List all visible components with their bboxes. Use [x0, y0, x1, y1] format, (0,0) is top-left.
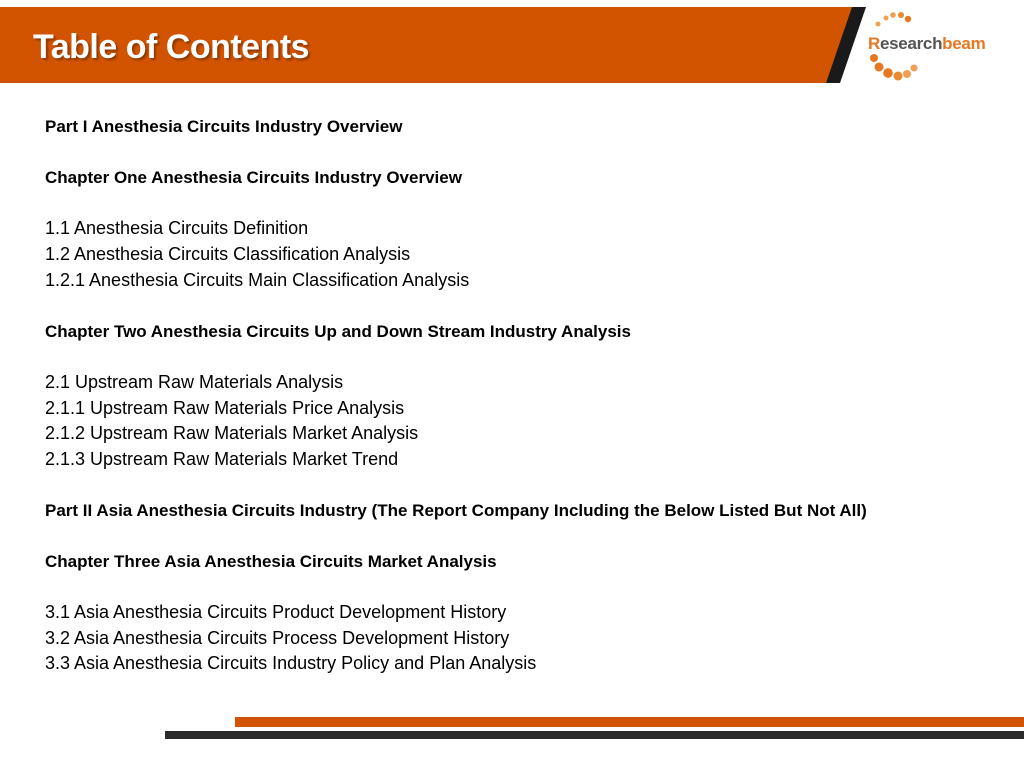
table-of-contents	[45, 114, 1005, 677]
toc-heading: Part II Asia Anesthesia Circuits Industry (The Report Company Including the Below Listed But Not All)	[45, 500, 867, 520]
logo-wordmark	[868, 34, 985, 54]
logo-initial: R	[868, 34, 880, 53]
toc-heading: Chapter Two Anesthesia Circuits Up and Down Stream Industry Analysis	[45, 321, 631, 341]
toc-spacer	[45, 293, 1005, 319]
page-title: Table of Contents	[33, 28, 310, 66]
toc-entry: 2.1.3 Upstream Raw Materials Market Trend	[45, 448, 399, 469]
footer-dark-bar	[165, 731, 1024, 739]
toc-entry: 2.1.1 Upstream Raw Materials Price Analysis	[45, 397, 405, 418]
toc-spacer	[45, 344, 1005, 370]
toc-spacer	[45, 140, 1005, 166]
toc-spacer	[45, 191, 1005, 217]
toc-entry: 3.2 Asia Anesthesia Circuits Process Development History	[45, 627, 510, 648]
toc-spacer	[45, 524, 1005, 550]
toc-heading: Part I Anesthesia Circuits Industry Overview	[45, 117, 403, 136]
logo-word-beam: beam	[942, 34, 986, 53]
toc-spacer	[45, 472, 1005, 498]
toc-entry: 2.1 Upstream Raw Materials Analysis	[45, 371, 344, 392]
toc-entry: 3.3 Asia Anesthesia Circuits Industry Policy and Plan Analysis	[45, 653, 537, 674]
toc-heading: Chapter Three Asia Anesthesia Circuits Market Analysis	[45, 552, 497, 572]
toc-entry: 1.1 Anesthesia Circuits Definition	[45, 218, 309, 239]
toc-spacer	[45, 575, 1005, 601]
footer-orange-bar	[235, 717, 1024, 727]
logo-word-research: esearch	[879, 34, 943, 53]
toc-entry: 3.1 Asia Anesthesia Circuits Product Development History	[45, 602, 507, 623]
toc-entry: 2.1.2 Upstream Raw Materials Market Analysis	[45, 423, 419, 444]
toc-entry: 1.2 Anesthesia Circuits Classification Analysis	[45, 243, 411, 264]
toc-entry: 1.2.1 Anesthesia Circuits Main Classification Analysis	[45, 269, 470, 290]
toc-heading: Chapter One Anesthesia Circuits Industry Overview	[45, 168, 462, 188]
